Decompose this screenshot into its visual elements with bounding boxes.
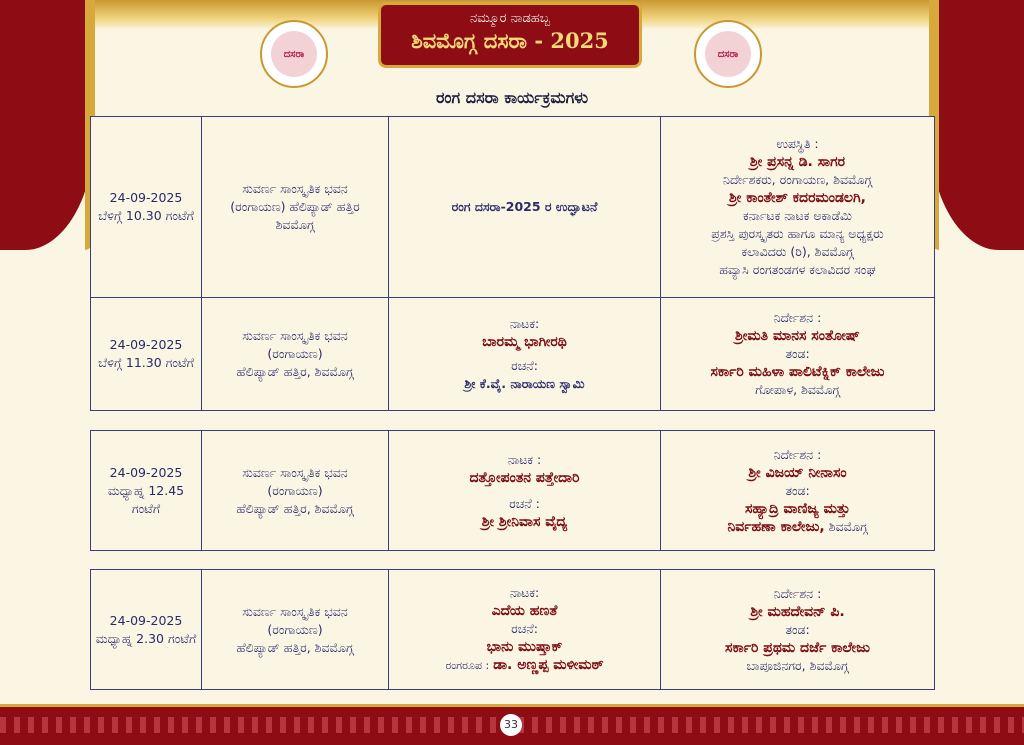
logo-text: ದಸರಾ — [271, 31, 317, 77]
guest-desc: ಕಲಾವಿದರು (ರಿ), ಶಿವಮೊಗ್ಗ — [741, 244, 854, 259]
date: 24-09-2025 — [109, 337, 183, 352]
dasara-logo-left — [260, 20, 328, 88]
play-title: ಎದೆಯ ಹಣತೆ — [491, 603, 558, 619]
guests-cell — [661, 117, 935, 298]
troupe-name: ಸರ್ಕಾರಿ ಪ್ರಥಮ ದರ್ಜೆ ಕಾಲೇಜು — [725, 639, 870, 656]
date-cell — [91, 117, 202, 298]
guests-label: ಉಪಸ್ಥಿತಿ : — [776, 136, 819, 151]
venue-line: (ರಂಗಾಯಣ) — [267, 482, 323, 498]
play-cell — [389, 298, 661, 411]
page-number: 33 — [500, 714, 522, 736]
banner-title: ಶಿವಮೊಗ್ಗ ದಸರಾ - 2025 — [411, 28, 609, 53]
guest-desc: ಕರ್ನಾಟಕ ನಾಟಕ ಅಕಾಡೆಮಿ — [742, 208, 853, 223]
left-ornament — [0, 0, 95, 250]
troupe-line — [665, 518, 930, 536]
play-title: ದತ್ತೋಪಂತನ ಪತ್ತೇದಾರಿ — [469, 469, 580, 486]
adaptation-label: ರಂಗರೂಪ : — [445, 659, 490, 672]
troupe-label: ತಂಡ: — [785, 482, 810, 498]
troupe-name-2: ನಿರ್ವಹಣಾ ಕಾಲೇಜು, — [727, 518, 825, 535]
director-cell — [661, 431, 935, 551]
guest-desc: ಹವ್ಯಾಸಿ ರಂಗತಂಡಗಳ ಕಲಾವಿದರ ಸಂಘ — [719, 262, 876, 277]
author-name: ಭಾನು ಮುಷ್ತಾಕ್ — [486, 639, 563, 655]
time: ಮಧ್ಯಾಹ್ನ 2.30 ಗಂಟೆಗೆ — [95, 630, 197, 646]
guest-desc: ಪ್ರಶಸ್ತಿ ಪುರಸ್ಕೃತರು ಹಾಗೂ ಮಾನ್ಯ ಅಧ್ಯಕ್ಷರು — [711, 226, 884, 241]
director-label: ನಿರ್ದೇಶನ : — [773, 310, 822, 325]
troupe-label: ತಂಡ: — [785, 346, 810, 361]
time: ಬೆಳಿಗ್ಗೆ 10.30 ಗಂಟೆಗೆ — [98, 208, 194, 223]
guest-name: ಶ್ರೀ ಪ್ರಸನ್ನ ಡಿ. ಸಾಗರ — [749, 154, 846, 170]
author-label: ರಚನೆ: — [511, 358, 538, 373]
troupe-name: ಸಹ್ಯಾದ್ರಿ ವಾಣಿಜ್ಯ ಮತ್ತು — [745, 500, 850, 517]
director-label: ನಿರ್ದೇಶನ : — [773, 585, 822, 601]
troupe-place: ಶಿವಮೊಗ್ಗ — [828, 518, 868, 534]
right-ornament — [929, 0, 1024, 250]
venue-line: ಹೆಲಿಪ್ಯಾಡ್ ಹತ್ತಿರ, ಶಿವಮೊಗ್ಗ — [236, 639, 354, 655]
director-label: ನಿರ್ದೇಶನ : — [773, 446, 822, 462]
schedule-table-1 — [90, 116, 935, 411]
title-banner — [378, 2, 642, 68]
play-title: ಬಾರಮ್ಮ ಭಾಗೀರಥಿ — [482, 334, 567, 350]
adaptation-name: ಡಾ. ಅಣ್ಣಪ್ಪ ಮಳೀಮಠ್ — [493, 657, 604, 673]
director-name: ಶ್ರೀ ಮಹದೇವನ್ ಪಿ. — [750, 603, 845, 620]
author-label: ರಚನೆ : — [509, 495, 540, 511]
table-row — [91, 570, 935, 690]
director-cell — [661, 570, 935, 690]
troupe-place: ಬಾಪೂಜಿನಗರ, ಶಿವಮೊಗ್ಗ — [746, 657, 849, 673]
venue-line: (ರಂಗಾಯಣ) — [267, 621, 323, 637]
dasara-logo-right — [694, 20, 762, 88]
venue-line: ಶಿವಮೊಗ್ಗ — [275, 217, 315, 232]
event-cell — [389, 117, 661, 298]
venue-line: (ರಂಗಾಯಣ) ಹೆಲಿಪ್ಯಾಡ್ ಹತ್ತಿರ — [230, 199, 360, 214]
schedule-table-2 — [90, 430, 935, 551]
venue-line: ಹೆಲಿಪ್ಯಾಡ್ ಹತ್ತಿರ, ಶಿವಮೊಗ್ಗ — [236, 500, 354, 516]
table-row — [91, 298, 935, 411]
banner-subtitle: ನಮ್ಮೂರ ನಾಡಹಬ್ಬ — [469, 11, 551, 26]
venue-line: (ರಂಗಾಯಣ) — [267, 346, 323, 361]
table-row — [91, 117, 935, 298]
venue-cell — [202, 298, 389, 411]
play-label: ನಾಟಕ : — [507, 451, 542, 467]
guest-name: ಶ್ರೀ ಕಾಂತೇಶ್ ಕದರಮಂಡಲಗಿ, — [729, 190, 866, 206]
play-label: ನಾಟಕ: — [509, 585, 540, 600]
date: 24-09-2025 — [109, 464, 183, 480]
troupe-name: ಸರ್ಕಾರಿ ಮಹಿಳಾ ಪಾಲಿಟೆಕ್ನಿಕ್ ಕಾಲೇಜು — [710, 364, 885, 380]
director-cell — [661, 298, 935, 411]
logo-text: ದಸರಾ — [705, 31, 751, 77]
venue-line: ಸುವರ್ಣ ಸಾಂಸ್ಕೃತಿಕ ಭವನ — [242, 464, 348, 480]
schedule-table-3 — [90, 569, 935, 690]
play-cell — [389, 431, 661, 551]
page-title: ರಂಗ ದಸರಾ ಕಾರ್ಯಕ್ರಮಗಳು — [435, 88, 589, 107]
date-cell — [91, 431, 202, 551]
venue-line: ಸುವರ್ಣ ಸಾಂಸ್ಕೃತಿಕ ಭವನ — [242, 603, 348, 619]
adaptation-line — [393, 656, 656, 675]
troupe-place: ಗೋಪಾಳ, ಶಿವಮೊಗ್ಗ — [755, 382, 840, 397]
date: 24-09-2025 — [109, 612, 183, 628]
table-row — [91, 431, 935, 551]
venue-cell — [202, 117, 389, 298]
date-cell — [91, 298, 202, 411]
director-name: ಶ್ರೀ ವಿಜಯ್ ನೀನಾಸಂ — [748, 464, 847, 481]
troupe-label: ತಂಡ: — [785, 621, 810, 637]
play-label: ನಾಟಕ: — [509, 316, 540, 331]
venue-line: ಸುವರ್ಣ ಸಾಂಸ್ಕೃತಿಕ ಭವನ — [242, 328, 348, 343]
venue-cell — [202, 570, 389, 690]
play-cell — [389, 570, 661, 690]
author-label: ರಚನೆ: — [511, 621, 538, 636]
date: 24-09-2025 — [109, 190, 183, 205]
time: ಬೆಳಿಗ್ಗೆ 11.30 ಗಂಟೆಗೆ — [98, 355, 194, 370]
guest-desc: ನಿರ್ದೇಶಕರು, ರಂಗಾಯಣ, ಶಿವಮೊಗ್ಗ — [723, 172, 872, 187]
author-name: ಶ್ರೀ ಶ್ರೀನಿವಾಸ ವೈದ್ಯ — [481, 513, 568, 530]
time: ಮಧ್ಯಾಹ್ನ 12.45 ಗಂಟೆಗೆ — [107, 482, 185, 516]
event-title: ರಂಗ ದಸರಾ-2025 ರ ಉದ್ಘಾಟನೆ — [451, 199, 598, 214]
venue-line: ಸುವರ್ಣ ಸಾಂಸ್ಕೃತಿಕ ಭವನ — [242, 181, 348, 196]
author-name: ಶ್ರೀ ಕೆ.ವೈ. ನಾರಾಯಣ ಸ್ವಾಮಿ — [464, 376, 585, 391]
venue-line: ಹೆಲಿಪ್ಯಾಡ್ ಹತ್ತಿರ, ಶಿವಮೊಗ್ಗ — [236, 364, 354, 379]
date-cell — [91, 570, 202, 690]
director-name: ಶ್ರೀಮತಿ ಮಾನಸ ಸಂತೋಷ್ — [735, 328, 860, 344]
venue-cell — [202, 431, 389, 551]
